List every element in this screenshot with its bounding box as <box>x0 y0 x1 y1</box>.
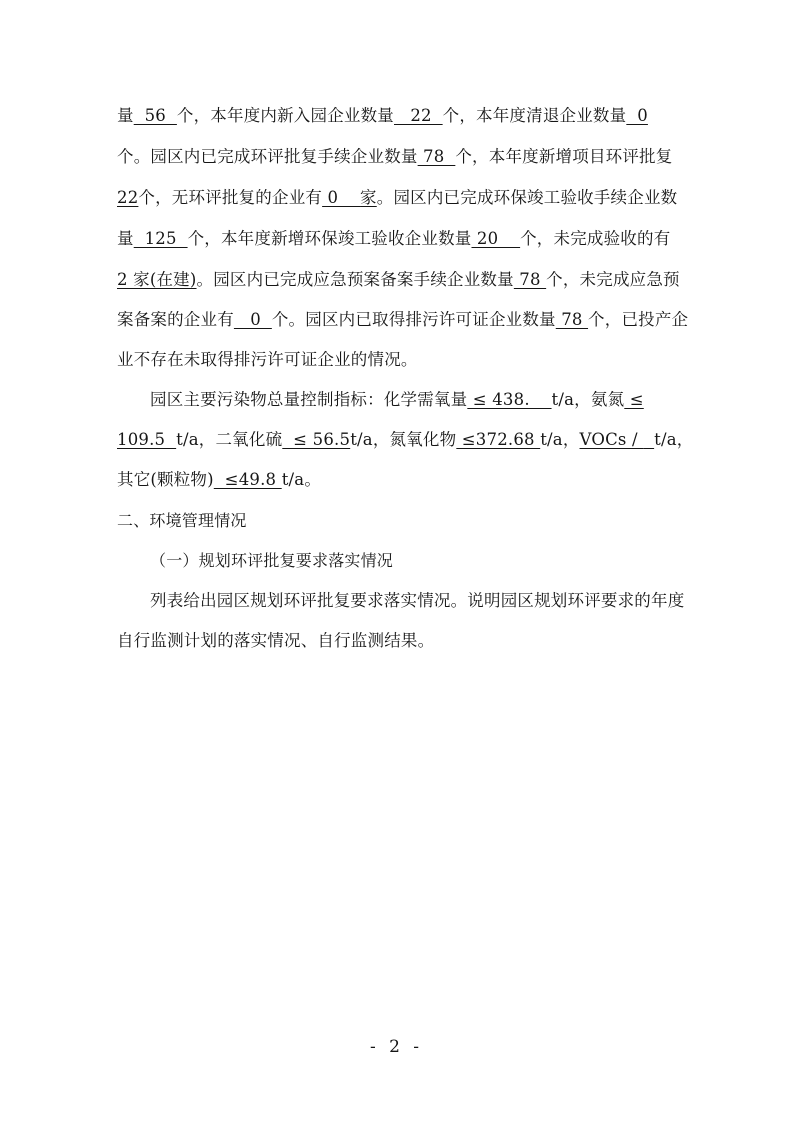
text-segment: t/a，氨氮 <box>551 390 625 409</box>
filled-blank-ammonia-value: 109.5 <box>117 430 177 449</box>
text-segment: t/a， <box>654 430 694 449</box>
paragraph-3-line-1: 列表给出园区规划环评批复要求落实情况。说明园区规划环评要求的年度 <box>150 591 685 610</box>
text-segment: t/a，氮氧化物 <box>350 430 457 449</box>
text-segment: 个，未完成验收的有 <box>520 229 671 248</box>
paragraph-1-line-1 <box>117 104 687 128</box>
paragraph-1-line-2 <box>117 145 687 169</box>
text-segment: 。园区内已完成应急预案备案手续企业数量 <box>196 270 514 289</box>
text-segment: 量 <box>117 229 134 248</box>
paragraph-2-line-1 <box>150 388 720 412</box>
filled-blank-vocs <box>643 430 654 449</box>
text-segment: 个，本年度新增环保竣工验收企业数量 <box>187 229 472 248</box>
filled-blank-acceptance-completed: 125 <box>133 229 188 248</box>
paragraph-1-line-3 <box>117 186 687 210</box>
filled-blank-not-accepted: 2 家(在建) <box>117 270 197 289</box>
filled-blank-registered-enterprises: 56 <box>133 106 177 125</box>
text-segment: t/a，二氧化硫 <box>176 430 283 449</box>
paragraph-1-line-4 <box>117 227 687 251</box>
page-number: - 2 - <box>369 1037 424 1057</box>
filled-blank-particulate: ≤49.8 <box>213 470 282 489</box>
text-segment: 个。园区内已取得排污许可证企业数量 <box>271 310 556 329</box>
paragraph-1-line-6 <box>117 308 687 332</box>
paragraph-3-line-2: 自行监测计划的落实情况、自行监测结果。 <box>117 631 435 650</box>
filled-blank-new-enterprises: 22 <box>394 106 443 125</box>
text-segment: t/a。 <box>281 470 322 489</box>
text-segment: 个，本年度新增项目环评批复 <box>455 147 673 166</box>
text-segment: 个，未完成应急预 <box>546 270 680 289</box>
filled-blank-nox: ≤372.68 <box>456 430 541 449</box>
paragraph-1-line-7: 业不存在未取得排污许可证企业的情况。 <box>117 350 418 369</box>
filled-blank-eia-approved: 78 <box>417 147 456 166</box>
filled-blank-vocs-label: VOCs / <box>579 430 644 449</box>
subsection-heading: （一）规划环评批复要求落实情况 <box>150 551 394 570</box>
text-segment: 个，已投产企 <box>588 310 689 329</box>
text-segment: 园区主要污染物总量控制指标：化学需氧量 <box>150 390 468 409</box>
text-segment: 。园区内已完成环保竣工验收手续企业数 <box>376 188 678 207</box>
filled-blank-new-eia: 22 <box>117 188 139 207</box>
filled-blank-discharge-permit: 78 <box>555 310 589 329</box>
text-segment: 个，本年度内新入园企业数量 <box>176 106 394 125</box>
text-segment: 个。园区内已完成环评批复手续企业数量 <box>117 147 418 166</box>
paragraph-2-line-3 <box>117 468 687 492</box>
filled-blank-no-eia: 0 <box>322 188 361 207</box>
filled-blank-emergency-plan: 78 <box>513 270 547 289</box>
section-heading: 二、环境管理情况 <box>117 511 247 530</box>
text-segment: 量 <box>117 106 134 125</box>
filled-blank-so2: ≤ 56.5 <box>282 430 351 449</box>
filled-blank-new-acceptance: 20 <box>471 229 521 248</box>
filled-blank-no-emergency-plan: 0 <box>233 310 272 329</box>
text-segment: t/a， <box>540 430 580 449</box>
filled-blank-cod: ≤ 438. <box>467 390 552 409</box>
text-segment: 个，本年度清退企业数量 <box>442 106 627 125</box>
text-segment: 个，无环评批复的企业有 <box>138 188 323 207</box>
text-segment: 案备案的企业有 <box>117 310 234 329</box>
paragraph-1-line-5 <box>117 268 687 292</box>
filled-blank-unit: 家 <box>360 188 377 207</box>
filled-blank-ammonia: ≤ <box>624 390 644 409</box>
text-segment: 其它(颗粒物) <box>117 470 214 489</box>
paragraph-2-line-2 <box>117 428 694 452</box>
filled-blank-removed-enterprises: 0 <box>626 106 648 125</box>
